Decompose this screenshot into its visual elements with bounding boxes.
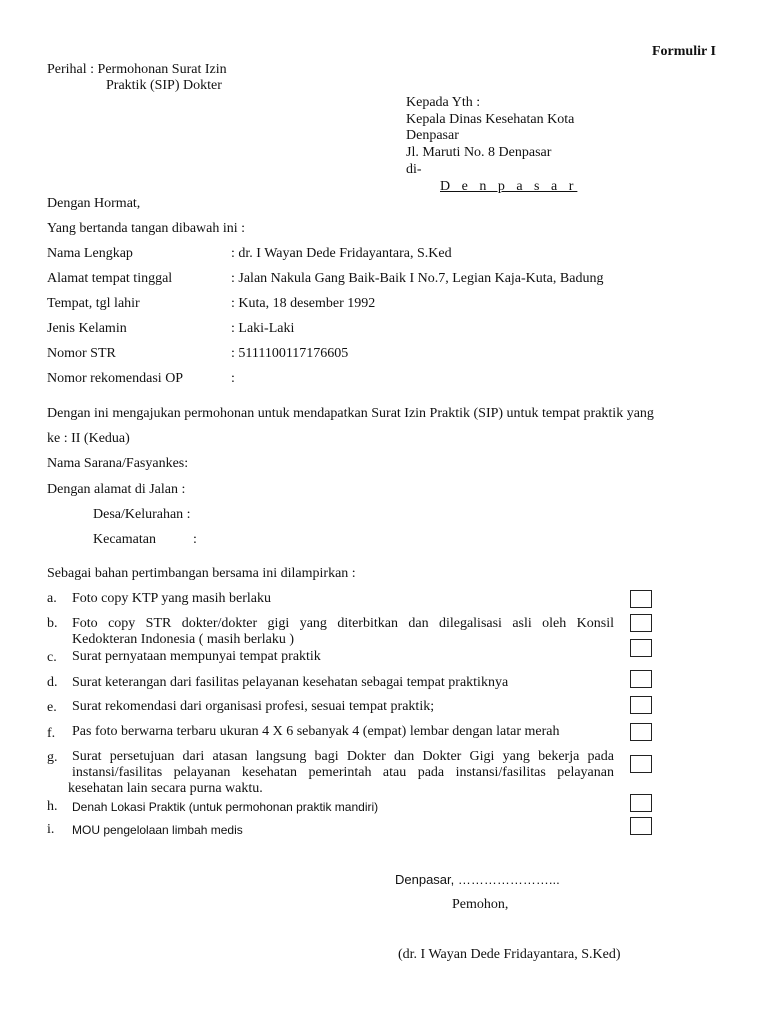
attachment-h-checkbox[interactable] <box>630 794 652 812</box>
village-label: Desa/Kelurahan : <box>93 507 191 522</box>
greeting: Dengan Hormat, <box>47 196 141 211</box>
recipient-line-3: Denpasar <box>406 128 459 143</box>
attachment-letter-f: f. <box>47 726 56 741</box>
attachment-e-checkbox[interactable] <box>630 696 652 714</box>
attachment-e-text: Surat rekomendasi dari organisasi profesi, sesuai tempat praktik; <box>72 699 435 714</box>
field-value-name: : dr. I Wayan Dede Fridayantara, S.Ked <box>231 246 452 261</box>
attachment-a-checkbox[interactable] <box>630 590 652 608</box>
field-label-op: Nomor rekomendasi OP <box>47 371 184 386</box>
field-label-name: Nama Lengkap <box>47 246 133 261</box>
form-label: Formulir I <box>652 44 716 59</box>
attachment-f-text: Pas foto berwarna terbaru ukuran 4 X 6 sebanyak 4 (empat) lembar dengan latar merah <box>72 724 560 739</box>
attachment-i-text: MOU pengelolaan limbah medis <box>72 823 243 837</box>
attachment-letter-g: g. <box>47 750 58 765</box>
intro-text: Yang bertanda tangan dibawah ini : <box>47 221 246 236</box>
subject-line-2: Praktik (SIP) Dokter <box>106 78 222 93</box>
attachment-i-checkbox[interactable] <box>630 817 652 835</box>
field-value-birth: : Kuta, 18 desember 1992 <box>231 296 376 311</box>
applicant-name: (dr. I Wayan Dede Fridayantara, S.Ked) <box>398 947 621 962</box>
recipient-city: D e n p a s a r <box>440 179 578 194</box>
attachment-letter-c: c. <box>47 650 57 665</box>
attachment-g-text-3: kesehatan lain secara purna waktu. <box>68 781 263 796</box>
request-line-2: ke : II (Kedua) <box>47 431 130 446</box>
attachments-intro: Sebagai bahan pertimbangan bersama ini dilampirkan : <box>47 566 356 581</box>
field-value-address: : Jalan Nakula Gang Baik-Baik I No.7, Legian Kaja-Kuta, Badung <box>231 271 604 286</box>
recipient-line-2: Kepala Dinas Kesehatan Kota <box>406 112 575 127</box>
field-label-str: Nomor STR <box>47 346 116 361</box>
facility-name-label: Nama Sarana/Fasyankes: <box>47 456 189 471</box>
field-label-address: Alamat tempat tinggal <box>47 271 173 286</box>
attachment-a-text: Foto copy KTP yang masih berlaku <box>72 591 271 606</box>
district-colon: : <box>193 532 197 547</box>
recipient-line-5: di- <box>406 162 422 177</box>
field-value-gender: : Laki-Laki <box>231 321 295 336</box>
attachment-b-text-1: Foto copy STR dokter/dokter gigi yang diterbitkan dan dilegalisasi asli oleh Konsil <box>72 616 614 631</box>
attachment-d-text: Surat keterangan dari fasilitas pelayanan kesehatan sebagai tempat praktiknya <box>72 675 509 690</box>
attachment-c-checkbox[interactable] <box>630 639 652 657</box>
place-date: Denpasar, …………………... <box>395 872 560 887</box>
facility-address-label: Dengan alamat di Jalan : <box>47 482 186 497</box>
applicant-role: Pemohon, <box>452 897 509 912</box>
field-value-op: : <box>231 371 235 386</box>
attachment-letter-h: h. <box>47 799 58 814</box>
subject-line-1: Perihal : Permohonan Surat Izin <box>47 62 227 77</box>
attachment-h-text: Denah Lokasi Praktik (untuk permohonan praktik mandiri) <box>72 800 379 814</box>
field-label-birth: Tempat, tgl lahir <box>47 296 140 311</box>
district-label: Kecamatan <box>93 532 156 547</box>
attachment-f-checkbox[interactable] <box>630 723 652 741</box>
attachment-letter-d: d. <box>47 675 58 690</box>
attachment-c-text: Surat pernyataan mempunyai tempat praktik <box>72 649 321 664</box>
field-label-gender: Jenis Kelamin <box>47 321 127 336</box>
attachment-letter-e: e. <box>47 700 57 715</box>
recipient-line-4: Jl. Maruti No. 8 Denpasar <box>406 145 552 160</box>
attachment-b-text-2: Kedokteran Indonesia ( masih berlaku ) <box>72 632 294 647</box>
request-line-1: Dengan ini mengajukan permohonan untuk mendapatkan Surat Izin Praktik (SIP) untuk tempat praktik yang <box>47 406 654 421</box>
attachment-letter-i: i. <box>47 822 55 837</box>
field-value-str: : 5111100117176605 <box>231 346 349 361</box>
attachment-b-checkbox[interactable] <box>630 614 652 632</box>
attachment-g-text-1: Surat persetujuan dari atasan langsung bagi Dokter dan Dokter Gigi yang bekerja pada <box>72 749 614 764</box>
attachment-d-checkbox[interactable] <box>630 670 652 688</box>
attachment-letter-a: a. <box>47 591 57 606</box>
attachment-g-text-2: instansi/fasilitas pelayanan kesehatan pemerintah atau pada instansi/fasilitas pelayanan <box>72 765 614 780</box>
recipient-line-1: Kepada Yth : <box>406 95 481 110</box>
attachment-letter-b: b. <box>47 616 58 631</box>
attachment-g-checkbox[interactable] <box>630 755 652 773</box>
